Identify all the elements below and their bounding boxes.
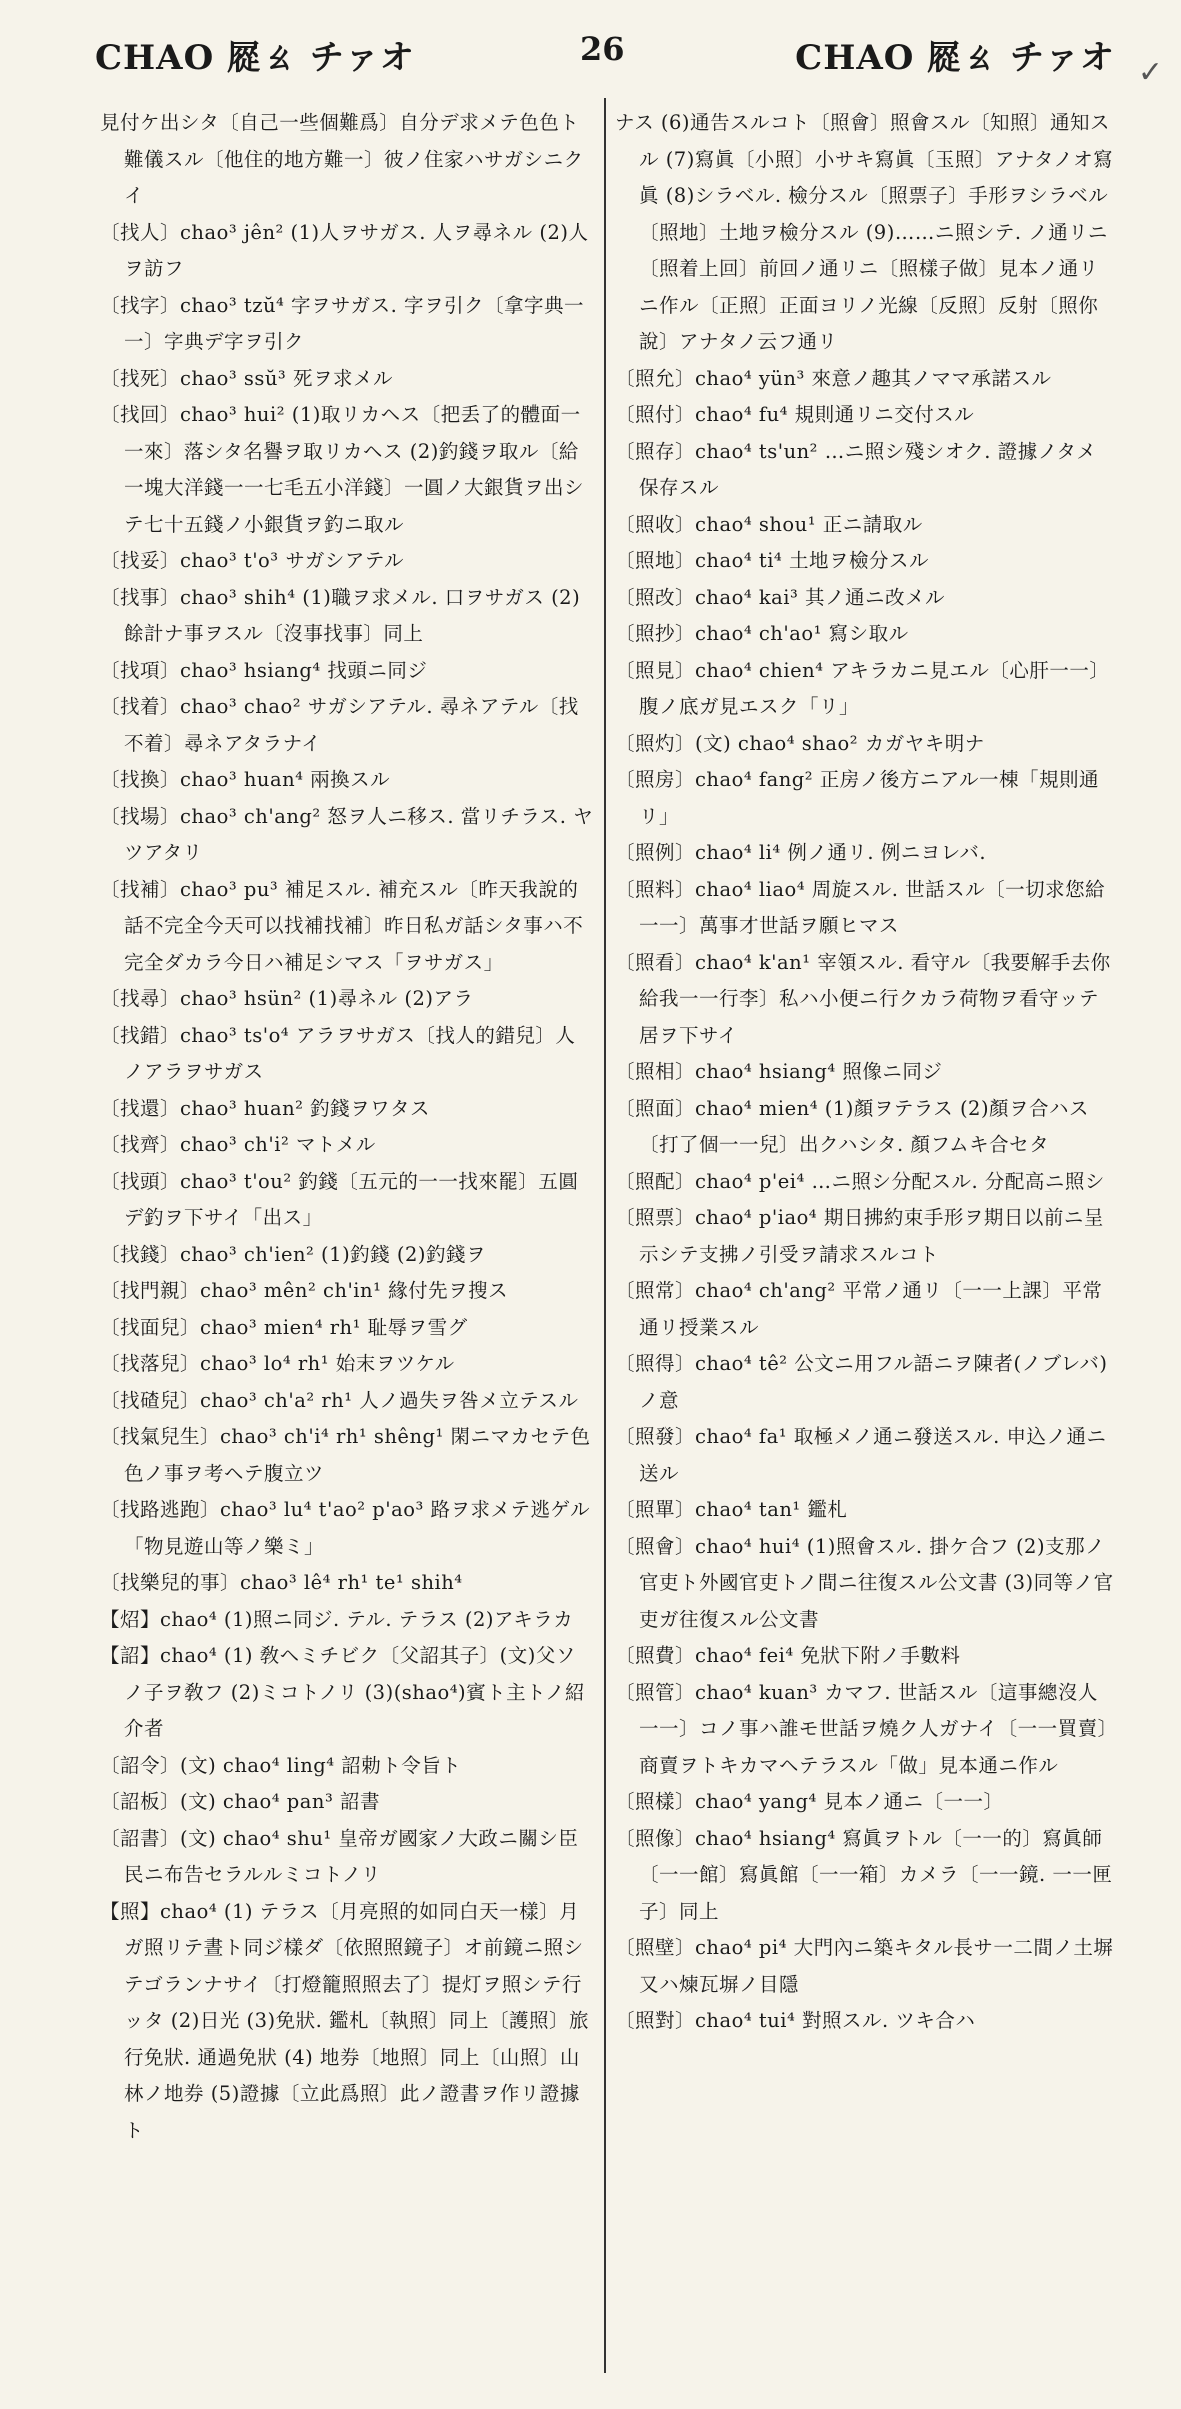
dictionary-entry: 【照】chao⁴ (1) テラス〔月亮照的如同白天一樣〕月ガ照リテ晝ト同ジ樣ダ〔依照照鏡子〕オ前鏡ニ照シテゴランナサイ〔打燈籠照照去了〕提灯ヲ照シテ行ッタ (2)日光 (3)免狀. 鑑札〔執照〕同上〔護照〕旅行免狀. 通過免狀 (4) 地券〔地照〕同上〔山照〕山林ノ地券 (5)證據〔立此爲照〕此ノ證書ヲ作リ證據ト <box>100 1899 590 2142</box>
dictionary-entry: 〔照料〕chao⁴ liao⁴ 周旋スル. 世話スル〔一切求您給一一〕萬事才世話ヲ願ヒマス <box>615 877 1106 937</box>
dictionary-entry: 〔照會〕chao⁴ hui⁴ (1)照會スル. 掛ケ合フ (2)支那ノ官吏ト外國官吏トノ間ニ往復スル公文書 (3)同等ノ官吏ガ往復スル公文書 <box>615 1534 1114 1631</box>
dictionary-entry: 〔照例〕chao⁴ li⁴ 例ノ通リ. 例ニヨレバ. <box>615 841 987 864</box>
dictionary-entry: 〔照灼〕(文) chao⁴ shao² カガヤキ明ナ <box>615 731 985 755</box>
dictionary-entry: 〔找着〕chao³ chao² サガシアテル. 尋ネアテル〔找不着〕尋ネアタラナイ <box>100 695 579 755</box>
dictionary-entry: 〔找落兒〕chao³ lo⁴ rh¹ 始末ヲツケル <box>100 1352 455 1375</box>
dictionary-entry: 〔找門親〕chao³ mên² ch'in¹ 緣付先ヲ搜ス <box>100 1279 509 1302</box>
dictionary-entry: 〔找齊〕chao³ ch'i² マトメル <box>100 1133 376 1156</box>
dictionary-entry: 〔找場〕chao³ ch'ang² 怒ヲ人ニ移ス. 當リチラス. ヤツアタリ <box>100 804 594 864</box>
dictionary-entry: 〔找回〕chao³ hui² (1)取リカヘス〔把丢了的體面一一來〕落シタ名譽ヲ取リカヘス (2)釣錢ヲ取ル〔給一塊大洋錢一一七毛五小洋錢〕一圓ノ大銀貨ヲ出シテ七十五錢ノ小銀貨ヲ釣ニ取ル <box>100 403 585 536</box>
dictionary-entry: 見付ケ出シタ〔自己一些個難爲〕自分デ求メテ色色ト難儀スル〔他住的地方難一〕彼ノ住家ハサガシニクイ <box>100 111 584 207</box>
dictionary-entry: 〔找補〕chao³ pu³ 補足スル. 補充スル〔昨天我說的話不完全今天可以找補找補〕昨日私ガ話シタ事ハ不完全ダカラ今日ハ補足シマス「ヲサガス」 <box>100 877 584 974</box>
dictionary-entry: 〔照面〕chao⁴ mien⁴ (1)顏ヲテラス (2)顏ヲ合ハス〔打了個一一兒〕出クハシタ. 顏フムキ合セタ <box>615 1096 1090 1156</box>
dictionary-entry: 〔詔板〕(文) chao⁴ pan³ 詔書 <box>100 1790 380 1813</box>
page-header <box>95 30 1115 90</box>
dictionary-entry: 〔找事〕chao³ shih⁴ (1)職ヲ求メル. 口ヲサガス (2) 餘計ナ事ヲスル〔沒事找事〕同上 <box>100 585 581 645</box>
dictionary-entry: 〔找妥〕chao³ t'o³ サガシアテル <box>100 549 404 572</box>
dictionary-entry: 〔照票〕chao⁴ p'iao⁴ 期日拂約束手形ヲ期日以前ニ呈示シテ支拂ノ引受ヲ請求スルコト <box>615 1206 1104 1266</box>
dictionary-entry: 〔照費〕chao⁴ fei⁴ 免狀下附ノ手數料 <box>615 1644 961 1667</box>
dictionary-entry: 〔照發〕chao⁴ fa¹ 取極メノ通ニ發送スル. 申込ノ通ニ送ル <box>615 1425 1107 1485</box>
dictionary-entry: 〔找換〕chao³ huan⁴ 兩換スル <box>100 768 391 791</box>
dictionary-entry: 〔找人〕chao³ jên² (1)人ヲサガス. 人ヲ尋ネル (2)人ヲ訪フ <box>100 220 589 280</box>
dictionary-entry: 〔找路逃跑〕chao³ lu⁴ t'ao² p'ao³ 路ヲ求メテ逃ゲル「物見遊山等ノ樂ミ」 <box>100 1498 591 1558</box>
dictionary-entry: 〔照相〕chao⁴ hsiang⁴ 照像ニ同ジ <box>615 1060 943 1083</box>
dictionary-entry: 〔照見〕chao⁴ chien⁴ アキラカニ見エル〔心肝一一〕腹ノ底ガ見エスク「リ」 <box>615 658 1110 718</box>
dictionary-entry: 〔找樂兒的事〕chao³ lê⁴ rh¹ te¹ shih⁴ <box>100 1571 463 1594</box>
dictionary-entry: 〔照收〕chao⁴ shou¹ 正ニ請取ル <box>615 512 923 536</box>
dictionary-entry: 〔照常〕chao⁴ ch'ang² 平常ノ通リ〔一一上課〕平常通リ授業スル <box>615 1279 1103 1339</box>
dictionary-entry: 【炤】chao⁴ (1)照ニ同ジ. テル. テラス (2)アキラカ <box>100 1607 574 1631</box>
dictionary-entry: 〔找面兒〕chao³ mien⁴ rh¹ 耻辱ヲ雪グ <box>100 1315 468 1339</box>
dictionary-entry: 〔找項〕chao³ hsiang⁴ 找頭ニ同ジ <box>100 658 428 682</box>
dictionary-entry: 〔照得〕chao⁴ tê² 公文ニ用フル語ニヲ陳者(ノブレバ)ノ意 <box>615 1352 1108 1412</box>
dictionary-entry: 〔找碴兒〕chao³ ch'a² rh¹ 人ノ過失ヲ咎メ立テスル <box>100 1388 579 1412</box>
running-head-left: CHAO 㞞ㄠ チァオ <box>95 38 415 78</box>
dictionary-entry: 〔找錯〕chao³ ts'o⁴ アラヲサガス〔找人的錯兒〕人ノアラヲサガス <box>100 1023 576 1083</box>
dictionary-entry: 【詔】chao⁴ (1) 敎ヘミチビク〔父詔其子〕(文)父ソノ子ヲ敎フ (2)ミコトノリ (3)(shao⁴)賓ト主トノ紹介者 <box>100 1644 585 1740</box>
dictionary-entry: 〔找尋〕chao³ hsün² (1)尋ネル (2)アラ <box>100 987 474 1010</box>
dictionary-entry: 〔照樣〕chao⁴ yang⁴ 見本ノ通ニ〔一一〕 <box>615 1790 1004 1813</box>
dictionary-entry: 〔詔書〕(文) chao⁴ shu¹ 皇帝ガ國家ノ大政ニ關シ臣民ニ布告セラルルミコトノリ <box>100 1826 579 1886</box>
dictionary-entry: 〔找氣兒生〕chao³ ch'i⁴ rh¹ shêng¹ 閑ニマカセテ色色ノ事ヲ考ヘテ腹立ツ <box>100 1425 591 1485</box>
dictionary-entry: 〔照地〕chao⁴ ti⁴ 土地ヲ檢分スル <box>615 549 929 572</box>
dictionary-entry: 〔照抄〕chao⁴ ch'ao¹ 寫シ取ル <box>615 622 909 645</box>
left-column <box>100 105 595 2149</box>
dictionary-entry: 〔照管〕chao⁴ kuan³ カマフ. 世話スル〔這事總沒人一一〕コノ事ハ誰モ世話ヲ燒ク人ガナイ〔一一買賣〕商賣ヲトキカマヘテラスル「做」見本通ニ作ル <box>615 1680 1108 1777</box>
dictionary-entry: 〔照看〕chao⁴ k'an¹ 宰領スル. 看守ル〔我要解手去你給我一一行李〕私ハ小便ニ行クカラ荷物ヲ看守ッテ居ヲ下サイ <box>615 950 1111 1047</box>
dictionary-entry: 〔照存〕chao⁴ ts'un² …ニ照シ殘シオク. 證據ノタメ保存スル <box>615 439 1097 499</box>
dictionary-entry: 〔找還〕chao³ huan² 釣錢ヲワタス <box>100 1096 430 1120</box>
dictionary-entry: ナス (6)通告スルコト〔照會〕照會スル〔知照〕通知スル (7)寫眞〔小照〕小サキ寫眞〔玉照〕アナタノオ寫眞 (8)シラベル. 檢分スル〔照票子〕手形ヲシラベル〔照地〕土地ヲ檢分スル (9)……ニ照シテ. ノ通リニ〔照着上回〕前回ノ通リニ〔照樣子做〕見本ノ通リニ作ル〔正照〕正面ヨリノ光線〔反照〕反射〔照你說〕アナタノ云フ通リ <box>615 111 1114 353</box>
scan-edge-mark: ✓ <box>1137 55 1163 90</box>
right-column <box>615 105 1115 2040</box>
dictionary-entry: 〔找字〕chao³ tzŭ⁴ 字ヲサガス. 字ヲ引ク〔拿字典一一〕字典デ字ヲ引ク <box>100 293 585 353</box>
dictionary-entry: 〔照壁〕chao⁴ pi⁴ 大門內ニ築キタル長サ一二間ノ土塀又ハ煉瓦塀ノ目隱 <box>615 1936 1114 1996</box>
dictionary-entry: 〔照像〕chao⁴ hsiang⁴ 寫眞ヲトル〔一一的〕寫眞師〔一一館〕寫眞館〔一一箱〕カメラ〔一一鏡. 一一匣子〕同上 <box>615 1826 1113 1923</box>
running-head-right: CHAO 㞞ㄠ チァオ <box>795 38 1115 78</box>
page-number: 26 <box>580 30 625 68</box>
dictionary-entry: 〔找死〕chao³ ssŭ³ 死ヲ求メル <box>100 366 393 390</box>
dictionary-entry: 〔照房〕chao⁴ fang² 正房ノ後方ニアル一棟「規則通リ」 <box>615 768 1099 828</box>
column-divider <box>604 98 606 2373</box>
dictionary-entry: 〔照配〕chao⁴ p'ei⁴ …ニ照シ分配スル. 分配高ニ照シ <box>615 1169 1105 1193</box>
dictionary-entry: 〔詔令〕(文) chao⁴ ling⁴ 詔勅ト令旨ト <box>100 1753 462 1777</box>
dictionary-entry: 〔照付〕chao⁴ fu⁴ 規則通リニ交付スル <box>615 403 975 426</box>
dictionary-entry: 〔照對〕chao⁴ tui⁴ 對照スル. ツキ合ハ <box>615 2009 976 2032</box>
dictionary-entry: 〔照單〕chao⁴ tan¹ 鑑札 <box>615 1498 848 1521</box>
dictionary-entry: 〔找頭〕chao³ t'ou² 釣錢〔五元的一一找來罷〕五圓デ釣ヲ下サイ「出ス」 <box>100 1169 579 1229</box>
dictionary-entry: 〔照改〕chao⁴ kai³ 其ノ通ニ改メル <box>615 585 946 609</box>
dictionary-entry: 〔找錢〕chao³ ch'ien² (1)釣錢 (2)釣錢ヲ <box>100 1242 486 1266</box>
dictionary-entry: 〔照允〕chao⁴ yün³ 來意ノ趣其ノママ承諾スル <box>615 366 1052 390</box>
